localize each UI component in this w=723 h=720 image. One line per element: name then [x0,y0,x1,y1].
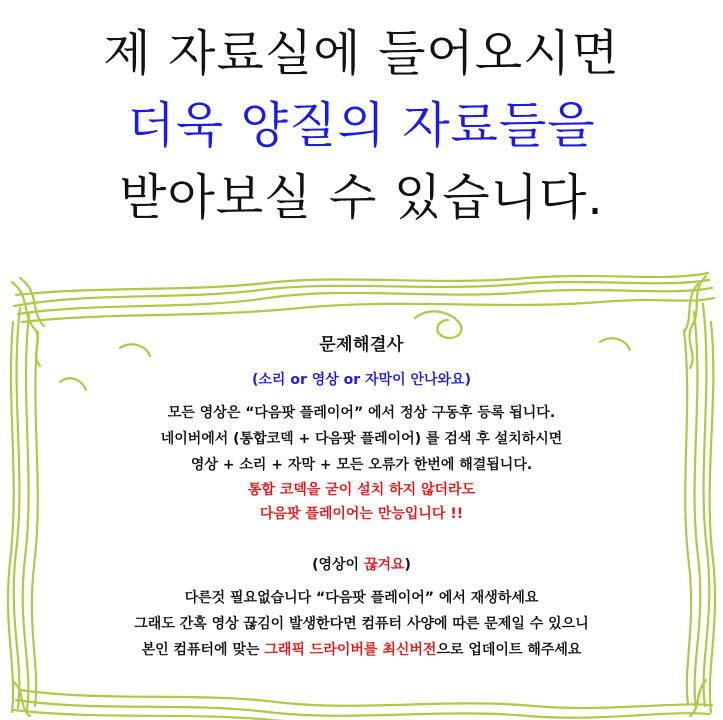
section2-subtitle-suffix: ) [404,557,411,573]
section1-line-3: 영상 + 소리 + 자막 + 모든 오류가 한번에 해결됩니다. [190,457,533,473]
section-playback [0,369,723,526]
content-title: 문제해결사 [319,335,404,355]
section2-last-line [0,637,723,663]
headline-block [0,0,723,272]
section1-subtitle: (소리 or 영상 or 자막이 안나와요) [252,372,471,388]
section1-line-2: 네이버에서 (통합코덱 + 다음팟 플레이어) 를 검색 후 설치하시면 [160,431,563,447]
headline-line-2: 더욱 양질의 자료들을 [127,97,596,154]
section-divider-space [0,526,723,554]
notice-content [0,330,723,663]
section2-line-1: 다른것 필요없습니다 “다음팟 플레이어” 에서 재생하세요 [184,590,539,606]
section2-last-part-2: 그래픽 드라이버를 최신버전 [264,642,437,658]
headline-line-1: 제 자료실에 들어오시면 [103,25,620,82]
section2-subtitle-prefix: (영상이 [312,557,364,573]
section2-last-part-1: 본인 컴퓨터에 맞는 [141,642,265,658]
headline-line-3: 받아보실 수 있습니다. [119,169,604,226]
section2-subtitle [0,554,723,574]
section1-emphasis-1: 통합 코덱을 굳이 설치 하지 않더라도 [247,482,476,498]
section2-line-2: 그래도 간혹 영상 끊김이 발생한다면 컴퓨터 사양에 따른 문제일 수 있으니 [134,616,589,632]
section2-last-part-3: 으로 업데이트 해주세요 [436,642,582,658]
section2-subtitle-keyword: 끊겨요 [363,557,405,573]
section-stutter [0,554,723,663]
section1-emphasis-2: 다음팟 플레이어는 만능입니다 !! [259,506,464,522]
section1-line-1: 모든 영상은 “다음팟 플레이어” 에서 정상 구동후 등록 됩니다. [167,405,556,421]
